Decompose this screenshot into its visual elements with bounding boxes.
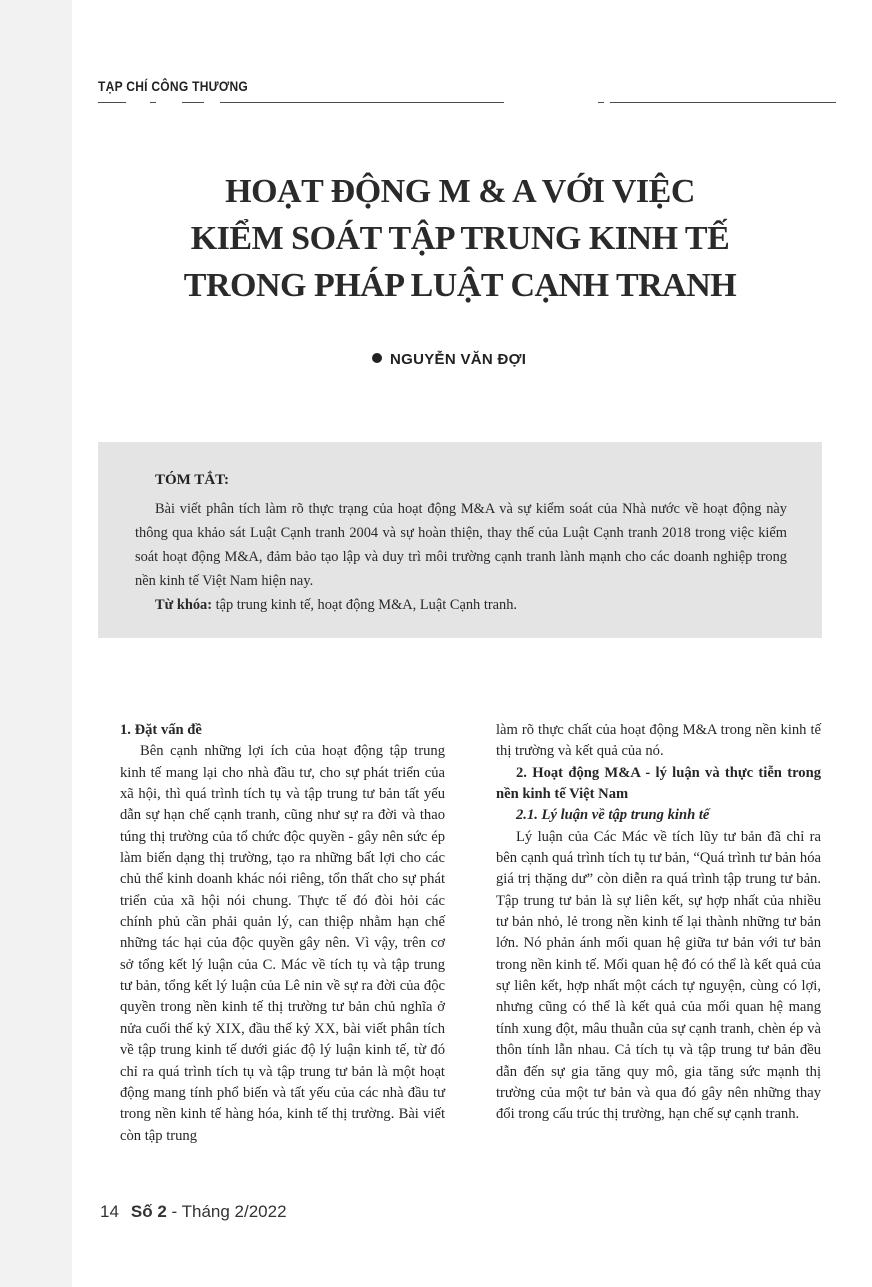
section-1-paragraph-continued: làm rõ thực chất của hoạt động M&A trong nền kinh tế thị trường và kết quả của nó. bbox=[496, 722, 821, 760]
page-margin-strip bbox=[0, 0, 72, 1287]
keywords-text: tập trung kinh tế, hoạt động M&A, Luật Cạnh tranh. bbox=[212, 597, 517, 613]
journal-name: TẠP CHÍ CÔNG THƯƠNG bbox=[98, 78, 249, 94]
issue-number: Số 2 bbox=[130, 1202, 167, 1221]
section-1-heading: 1. Đặt vấn đề bbox=[120, 722, 202, 738]
keywords-line bbox=[155, 593, 517, 617]
header-rule-right-dash bbox=[598, 102, 604, 103]
keywords-label: Từ khóa: bbox=[155, 597, 213, 613]
article-title bbox=[100, 168, 820, 309]
section-2-heading: 2. Hoạt động M&A - lý luận và thực tiễn trong nền kinh tế Việt Nam bbox=[496, 764, 821, 803]
issue-date: - Tháng 2/2022 bbox=[166, 1202, 287, 1221]
title-line-1: HOẠT ĐỘNG M & A VỚI VIỆC bbox=[225, 173, 695, 210]
header-rule-left-long bbox=[220, 102, 504, 103]
page-footer bbox=[100, 1202, 287, 1222]
abstract-heading: TÓM TẮT: bbox=[155, 472, 230, 488]
header-rule-left-segment bbox=[182, 102, 204, 103]
section-2-1-heading: 2.1. Lý luận về tập trung kinh tế bbox=[516, 807, 710, 824]
page-number: 14 bbox=[100, 1202, 119, 1221]
title-line-3: TRONG PHÁP LUẬT CẠNH TRANH bbox=[183, 267, 737, 304]
title-line-2: KIỂM SOÁT TẬP TRUNG KINH TẾ bbox=[190, 220, 730, 257]
bullet-icon bbox=[372, 353, 382, 363]
header-rule-left-short bbox=[98, 102, 126, 103]
author-name: NGUYỄN VĂN ĐỢI bbox=[390, 351, 527, 368]
section-1-paragraph: Bên cạnh những lợi ích của hoạt động tập trung kinh tế mang lại cho nhà đầu tư, cho sự phát triển của xã hội, thì quá trình tích tụ và tập trung tư bản tất yếu dẫn sự hạn chế cạnh tranh, cũng như sự ra đời và thao túng thị trường của tổ chức độc quyền - gây nên sức ép làm biến dạng thị trường, tạo ra những bất lợi cho các chủ thể kinh doanh khác nói riêng, tổn thất cho sự phát triển của xã hội nói chung. Thực tế đó đòi hỏi các chính phủ cần phải quản lý, can thiệp nhằm hạn chế những tác hại của độc quyền gây nên. Vì vậy, trên cơ sở tổng kết lý luận của C. Mác về tích tụ và tập trung tư bản, tổng kết lý luận của Lê nin về sự ra đời của độc quyền trong nền kinh tế thị trường tư bản chủ nghĩa ở nửa cuối thế kỷ XIX, đầu thế kỷ XX, bài viết phân tích về tập trung kinh tế dưới giác độ lý luận kinh tế, từ đó chỉ ra quá trình tích tụ và tập trung tư bản là một hoạt động mang tính phổ biến và tất yếu của các nhà đầu tư trong nền kinh tế hàng hóa, kinh tế thị trường. Bài viết còn tập trung bbox=[120, 743, 445, 1144]
section-2-1-paragraph: Lý luận của Các Mác về tích lũy tư bản đã chỉ ra bên cạnh quá trình tích tụ tư bản, “Quá trình tư bản hóa giá trị thặng dư” còn diễn ra quá trình tập trung tư bản. Tập trung tư bản là sự liên kết, sự hợp nhất của nhiều tư bản nhỏ, lẻ trong nền kinh tế lại thành những tư bản lớn. Nó phản ánh mối quan hệ giữa tư bản với tư bản trong nền kinh tế. Mối quan hệ đó có thể là kết quả của sự liên kết, hợp nhất một cách tự nguyện, cùng có lợi, nhưng cũng có thể là kết quả của mối quan hệ mang tính xung đột, mâu thuẫn của sự cạnh tranh, chèn ép và thôn tính lẫn nhau. Cả tích tụ và tập trung tư bản đều dẫn đến sự gia tăng quy mô, gia tăng sức mạnh thị trường của một tư bản và qua đó gây nên những thay đổi trong cấu trúc thị trường, hạn chế sự cạnh tranh. bbox=[496, 828, 821, 1123]
header-rule-left-dash bbox=[150, 102, 156, 103]
header-rule-right-long bbox=[610, 102, 836, 103]
abstract-text: Bài viết phân tích làm rõ thực trạng của hoạt động M&A và sự kiểm soát của Nhà nước về hoạt động này thông qua khảo sát Luật Cạnh tranh 2004 và sự hoàn thiện, thay thế của Luật Cạnh tranh 2018 trong việc kiểm soát hoạt động M&A, đảm bảo tạo lập và duy trì môi trường cạnh tranh lành mạnh cho các doanh nghiệp trong nền kinh tế Việt Nam hiện nay. bbox=[135, 501, 787, 589]
body-column-left bbox=[120, 720, 445, 1147]
author-byline bbox=[372, 351, 526, 368]
body-column-right bbox=[496, 720, 821, 1126]
